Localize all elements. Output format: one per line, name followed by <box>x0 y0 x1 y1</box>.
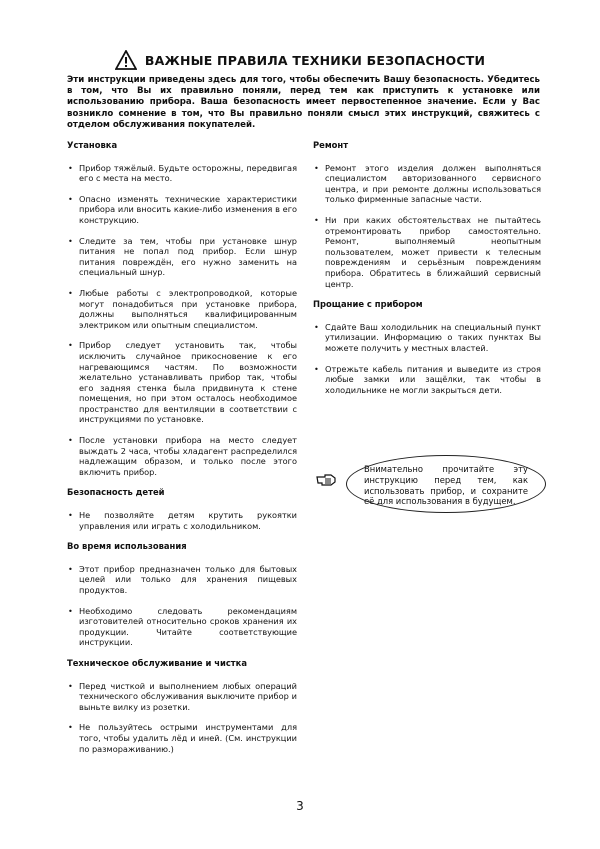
list-item <box>67 163 297 184</box>
during-use-list <box>67 564 297 648</box>
list-item-text: Не позволяйте детям крутить рукоятки управления или играть с холодильником. <box>79 510 297 531</box>
bullet: • <box>314 162 319 173</box>
list-item-text: Следите за тем, чтобы при установке шнур питания не попал под прибор. Если шнур питания повреждён, его нужно заменить на специальный шнур. <box>79 235 297 278</box>
list-item-text: Прибор тяжёлый. Будьте осторожны, передвигая его с места на место. <box>79 162 297 184</box>
left-column <box>67 140 297 764</box>
read-instructions-note <box>316 455 544 517</box>
installation-section <box>67 140 297 477</box>
list-item-text: Опасно изменять технические характеристики прибора или вносить какие-либо изменения в его конструкцию. <box>79 193 297 225</box>
bullet: • <box>68 435 73 446</box>
child-safety-heading: Безопасность детей <box>67 487 165 498</box>
list-item-text: После установки прибора на место следует выждать 2 часа, чтобы хладагент распределился надлежащим образом, и только после этого включить прибор. <box>79 435 297 477</box>
disposal-section <box>313 299 541 395</box>
list-item-text: Прибор следует установить так, чтобы исключить случайное прикосновение к его нагревающимся частям. По возможности желательно устанавливать прибор так, чтобы его задняя стенка была придвинута к стене помещения, но при этом осталось необходимое пространство для вентиляции в соответствии с инструкциями по установке. <box>79 340 297 425</box>
bullet: • <box>314 321 319 332</box>
list-item-text: Необходимо следовать рекомендациям изготовителей относительно сроков хранения их продукции. Читайте соответствующие инструкции. <box>79 605 297 648</box>
intro-paragraph: Эти инструкции приведены здесь для того, чтобы обеспечить Вашу безопасность. Убедитесь в том, что Вы их правильно поняли, перед тем как приступить к установке или использованию прибора. Ваша безопасность имеет первостепенное значение. Если у Вас возникло сомнение в том, что Вы правильно поняли смысл этих инструкций, свяжитесь с отделом обслуживания покупателей. <box>67 75 540 130</box>
list-item-text: Ни при каких обстоятельствах не пытайтесь отремонтировать прибор самостоятельно. Ремонт, выполняемый неопытным пользователем, может привести к телесным повреждениям и серьёзным повреждениям прибора. Обратитесь в ближайший сервисный центр. <box>325 214 541 289</box>
bullet: • <box>68 605 73 616</box>
list-item <box>67 606 297 648</box>
page-title: ВАЖНЫЕ ПРАВИЛА ТЕХНИКИ БЕЗОПАСНОСТИ <box>144 52 486 68</box>
bullet: • <box>68 340 73 351</box>
right-column <box>313 140 541 405</box>
list-item-text: Любые работы с электропроводкой, которые могут понадобиться при установке прибора, должны выполняться квалифицированным электриком или опытным специалистом. <box>79 287 297 330</box>
installation-list <box>67 163 297 478</box>
maintenance-list <box>67 681 297 755</box>
during-use-section <box>67 541 297 648</box>
list-item <box>313 364 541 396</box>
list-item <box>67 510 297 531</box>
list-item <box>67 340 297 425</box>
note-text: Внимательно прочитайте эту инструкцию перед тем, как использовать прибор, и сохраните её для использования в будущем. <box>364 464 528 507</box>
installation-heading: Установка <box>67 140 118 150</box>
list-item <box>313 163 541 205</box>
bullet: • <box>68 680 73 691</box>
repair-section <box>313 140 541 289</box>
list-item-text: Не пользуйтесь острыми инструментами для того, чтобы удалить лёд и иней. (См. инструкции по размораживанию.) <box>79 722 297 754</box>
disposal-list <box>313 322 541 396</box>
list-item <box>313 215 541 289</box>
list-item <box>67 681 297 713</box>
list-item <box>67 194 297 226</box>
disposal-heading: Прощание с прибором <box>313 299 423 310</box>
repair-list <box>313 163 541 290</box>
list-item <box>67 722 297 754</box>
list-item-text: Ремонт этого изделия должен выполняться специалистом авторизованного сервисного центра, и при ремонте должны использоваться только фирменные запасные части. <box>325 162 541 205</box>
list-item-text: Этот прибор предназначен только для бытовых целей или только для хранения пищевых продуктов. <box>79 563 297 595</box>
child-safety-list <box>67 510 297 531</box>
bullet: • <box>68 287 73 298</box>
list-item-text: Сдайте Ваш холодильник на специальный пункт утилизации. Информацию о таких пунктах Вы можете получить у местных властей. <box>325 321 541 353</box>
list-item <box>67 435 297 477</box>
bullet: • <box>314 363 319 374</box>
page-header <box>0 50 600 74</box>
warning-triangle-icon <box>115 50 137 70</box>
maintenance-section <box>67 658 297 754</box>
page-title-block <box>115 50 485 70</box>
list-item <box>313 322 541 354</box>
bullet: • <box>68 235 73 246</box>
during-use-heading: Во время использования <box>67 541 187 552</box>
list-item <box>67 564 297 596</box>
bullet: • <box>314 214 319 225</box>
bullet: • <box>68 162 73 173</box>
bullet: • <box>68 193 73 204</box>
list-item <box>67 236 297 278</box>
bullet: • <box>68 510 73 521</box>
list-item-text: Перед чисткой и выполнением любых операций технического обслуживания выключите прибор и выньте вилку из розетки. <box>79 680 297 712</box>
child-safety-section <box>67 487 297 531</box>
bullet: • <box>68 563 73 574</box>
maintenance-heading: Техническое обслуживание и чистка <box>67 657 247 668</box>
pointing-hand-icon <box>316 473 336 487</box>
bullet: • <box>68 722 73 733</box>
list-item-text: Отрежьте кабель питания и выведите из строя любые замки или защёлки, так чтобы в холодильнике не могли закрыться дети. <box>325 363 541 395</box>
repair-heading: Ремонт <box>313 140 349 150</box>
page-number: 3 <box>296 799 304 813</box>
list-item <box>67 288 297 330</box>
